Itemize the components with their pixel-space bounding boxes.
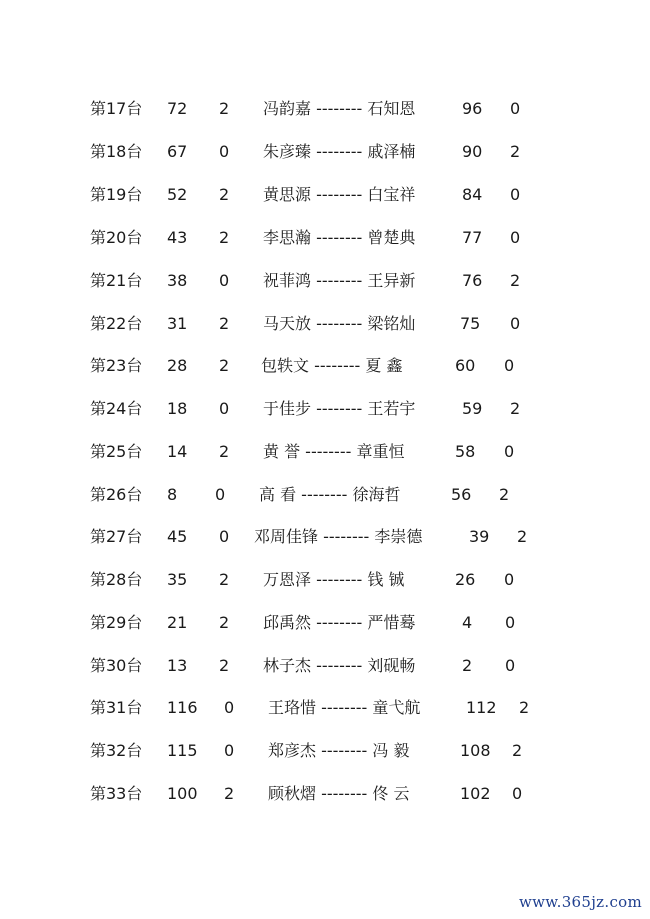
board-label: 第28台 [90,570,143,589]
points-a: 2 [219,656,230,675]
points-a: 2 [219,314,230,333]
board-label: 第27台 [90,527,143,546]
points-a: 2 [219,613,230,632]
points-a: 2 [219,185,230,204]
points-b: 0 [510,99,521,118]
table-row [0,97,650,121]
points-a: 2 [219,228,230,247]
score-a: 35 [167,570,188,589]
match-pairing: 黄思源 -------- 白宝祥 [263,185,416,204]
points-b: 0 [510,185,521,204]
points-a: 2 [219,442,230,461]
score-b: 39 [469,527,490,546]
match-pairing: 万恩泽 -------- 钱 铖 [263,570,405,589]
score-a: 21 [167,613,188,632]
score-b: 58 [455,442,476,461]
match-pairing: 朱彦臻 -------- 戚泽楠 [263,142,416,161]
points-b: 0 [512,784,523,803]
board-label: 第20台 [90,228,143,247]
score-b: 108 [460,741,491,760]
match-pairing: 李思瀚 -------- 曾楚典 [263,228,416,247]
points-a: 2 [219,570,230,589]
score-b: 4 [462,613,473,632]
score-b: 96 [462,99,483,118]
board-label: 第19台 [90,185,143,204]
score-a: 100 [167,784,198,803]
board-label: 第17台 [90,99,143,118]
match-pairing: 林子杰 -------- 刘砚畅 [263,656,416,675]
points-a: 0 [219,271,230,290]
match-pairing: 马天放 -------- 梁铭灿 [263,314,416,333]
site-watermark: www.365jz.com [518,893,642,911]
score-a: 14 [167,442,188,461]
score-a: 13 [167,656,188,675]
board-label: 第21台 [90,271,143,290]
table-row [0,440,650,464]
board-label: 第18台 [90,142,143,161]
score-b: 26 [455,570,476,589]
board-label: 第31台 [90,698,143,717]
board-label: 第24台 [90,399,143,418]
score-a: 72 [167,99,188,118]
points-a: 2 [224,784,235,803]
table-row [0,226,650,250]
points-a: 0 [224,741,235,760]
score-a: 43 [167,228,188,247]
table-row [0,354,650,378]
score-b: 112 [466,698,497,717]
points-b: 2 [512,741,523,760]
board-label: 第29台 [90,613,143,632]
table-row [0,739,650,763]
points-b: 0 [510,228,521,247]
table-row [0,568,650,592]
score-a: 38 [167,271,188,290]
points-a: 0 [219,142,230,161]
board-label: 第30台 [90,656,143,675]
points-b: 2 [510,271,521,290]
board-label: 第32台 [90,741,143,760]
score-b: 77 [462,228,483,247]
score-b: 102 [460,784,491,803]
match-pairing: 郑彦杰 -------- 冯 毅 [268,741,410,760]
table-row [0,654,650,678]
board-label: 第25台 [90,442,143,461]
score-a: 116 [167,698,198,717]
points-b: 0 [504,442,515,461]
score-b: 90 [462,142,483,161]
score-a: 45 [167,527,188,546]
points-b: 0 [505,656,516,675]
board-label: 第26台 [90,485,143,504]
score-b: 2 [462,656,473,675]
board-label: 第22台 [90,314,143,333]
score-b: 60 [455,356,476,375]
score-a: 28 [167,356,188,375]
table-row [0,269,650,293]
points-b: 0 [510,314,521,333]
table-row [0,312,650,336]
score-b: 84 [462,185,483,204]
score-a: 8 [167,485,178,504]
table-row [0,782,650,806]
points-b: 2 [510,142,521,161]
points-b: 0 [505,613,516,632]
table-row [0,483,650,507]
table-row [0,140,650,164]
points-b: 0 [504,356,515,375]
points-a: 2 [219,356,230,375]
score-b: 76 [462,271,483,290]
score-a: 115 [167,741,198,760]
match-pairing: 邱禹然 -------- 严惜蓦 [263,613,416,632]
points-a: 2 [219,99,230,118]
score-b: 56 [451,485,472,504]
match-pairing: 包轶文 -------- 夏 鑫 [261,356,403,375]
match-pairing: 于佳步 -------- 王若宇 [263,399,416,418]
table-row [0,525,650,549]
points-b: 2 [517,527,528,546]
points-b: 2 [510,399,521,418]
score-a: 67 [167,142,188,161]
match-pairing: 高 看 -------- 徐海哲 [259,485,401,504]
table-row [0,397,650,421]
score-b: 75 [460,314,481,333]
match-pairing: 黄 誉 -------- 章重恒 [263,442,405,461]
table-row [0,696,650,720]
points-b: 2 [499,485,510,504]
match-pairing: 祝菲鸿 -------- 王异新 [263,271,416,290]
board-label: 第33台 [90,784,143,803]
match-pairing: 邓周佳锋 -------- 李崇德 [254,527,423,546]
table-row [0,611,650,635]
points-b: 2 [519,698,530,717]
points-a: 0 [219,527,230,546]
table-row [0,183,650,207]
score-b: 59 [462,399,483,418]
board-label: 第23台 [90,356,143,375]
score-a: 31 [167,314,188,333]
score-a: 18 [167,399,188,418]
points-b: 0 [504,570,515,589]
points-a: 0 [215,485,226,504]
points-a: 0 [219,399,230,418]
match-pairing: 王珞惜 -------- 童弋航 [268,698,421,717]
match-pairing: 顾秋熠 -------- 佟 云 [268,784,410,803]
points-a: 0 [224,698,235,717]
score-a: 52 [167,185,188,204]
match-pairing: 冯韵嘉 -------- 石知恩 [263,99,416,118]
